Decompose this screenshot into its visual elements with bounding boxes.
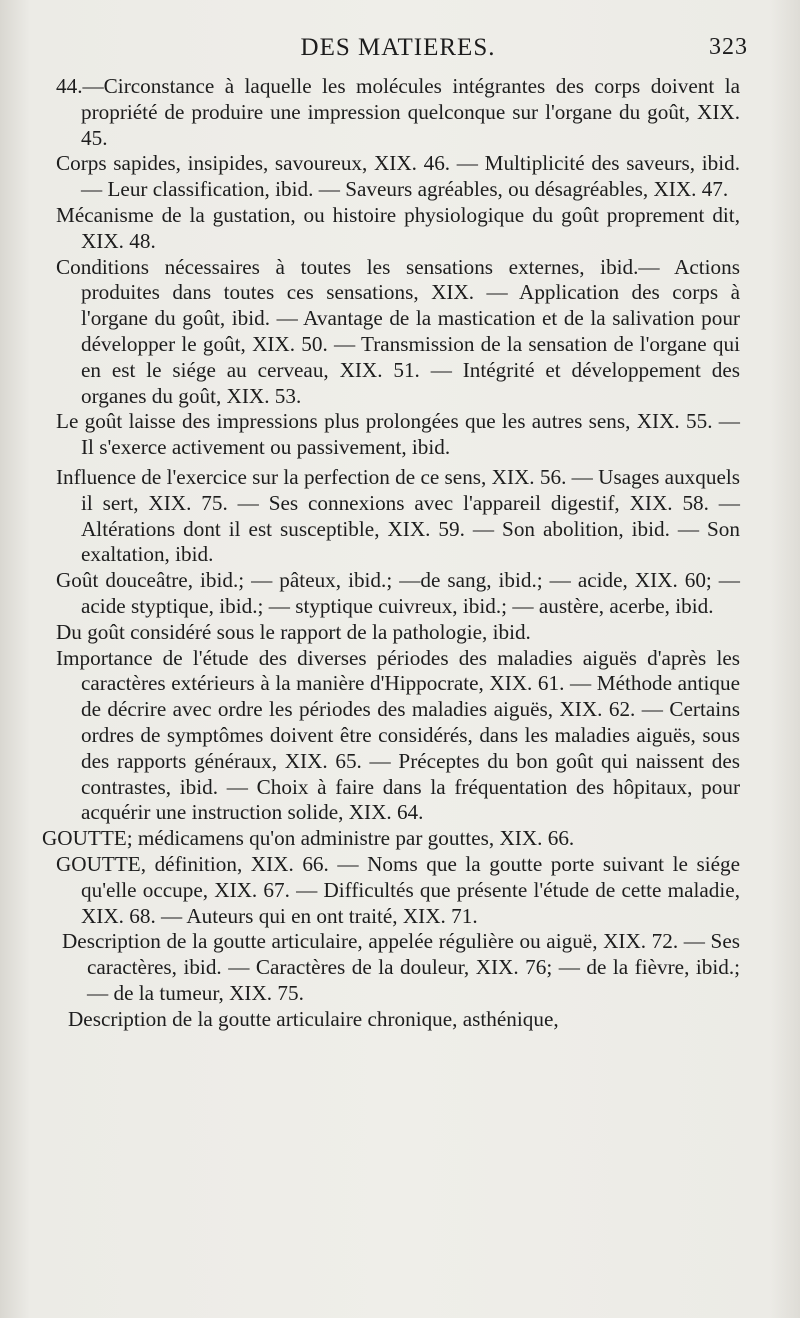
page-number: 323 [709, 34, 748, 60]
index-entry: 44.—Circonstance à laquelle les molécules intégrantes des corps doivent la propriété de produire une impression quelconque sur l'organe du goût, XIX. 45. [56, 74, 740, 150]
index-heading-goutte: GOUTTE; médicamens qu'on administre par gouttes, XIX. 66. [42, 826, 575, 851]
index-entry: Description de la goutte articulaire, appelée régulière ou aiguë, XIX. 72. — Ses caractères, ibid. — Caractères de la douleur, XIX. 76; — de la fièvre, ibid.; — de la tumeur, XIX. 75. [62, 929, 740, 1005]
index-entry: Du goût considéré sous le rapport de la pathologie, ibid. [56, 619, 531, 644]
index-entry: Conditions nécessaires à toutes les sensations externes, ibid.— Actions produites dans toutes ces sensations, XIX. — Application des corps à l'organe du goût, ibid. — Avantage de la mastication et de la salivation pour développer le goût, XIX. 50. — Transmission de la sensation de l'organe qui en est le siége au cerveau, XIX. 51. — Intégrité et développement des organes du goût, XIX. 53. [56, 254, 740, 408]
index-entry: Description de la goutte articulaire chronique, asthénique, [68, 1006, 559, 1031]
running-header [56, 30, 748, 70]
index-entry: Mécanisme de la gustation, ou histoire physiologique du goût proprement dit, XIX. 48. [56, 202, 740, 253]
index-entry: Influence de l'exercice sur la perfection de ce sens, XIX. 56. — Usages auxquels il sert, XIX. 75. — Ses connexions avec l'appareil digestif, XIX. 58. — Altérations dont il est susceptible, XIX. 59. — Son abolition, ibid. — Son exaltation, ibid. [56, 464, 740, 567]
index-entry: Goût douceâtre, ibid.; — pâteux, ibid.; —de sang, ibid.; — acide, XIX. 60; — acide styptique, ibid.; — styptique cuivreux, ibid.; — austère, acerbe, ibid. [56, 568, 740, 618]
index-entry: Corps sapides, insipides, savoureux, XIX. 46. — Multiplicité des saveurs, ibid. — Leur classification, ibid. — Saveurs agréables, ou désagréables, XIX. 47. [56, 151, 740, 202]
running-title: DES MATIERES. [300, 34, 496, 61]
index-entry: Importance de l'étude des diverses périodes des maladies aiguës d'après les caractères extérieurs à la manière d'Hippocrate, XIX. 61. — Méthode antique de décrire avec ordre les périodes des maladies aiguës, XIX. 62. — Certains ordres de symptômes doivent être considérés, dans les maladies aiguës, sous des rapports généraux, XIX. 65. — Préceptes du bon goût qui naissent des contrastes, ibid. — Choix à faire dans la fréquentation des hôpitaux, pour acquérir une instruction solide, XIX. 64. [56, 645, 740, 825]
index-entry: GOUTTE, définition, XIX. 66. — Noms que la goutte porte suivant le siége qu'elle occupe, XIX. 67. — Difficultés que présente l'étude de cette maladie, XIX. 68. — Auteurs qui en ont traité, XIX. 71. [56, 851, 740, 928]
index-entry: Le goût laisse des impressions plus prolongées que les autres sens, XIX. 55. — Il s'exerce activement ou passivement, ibid. [56, 409, 740, 460]
